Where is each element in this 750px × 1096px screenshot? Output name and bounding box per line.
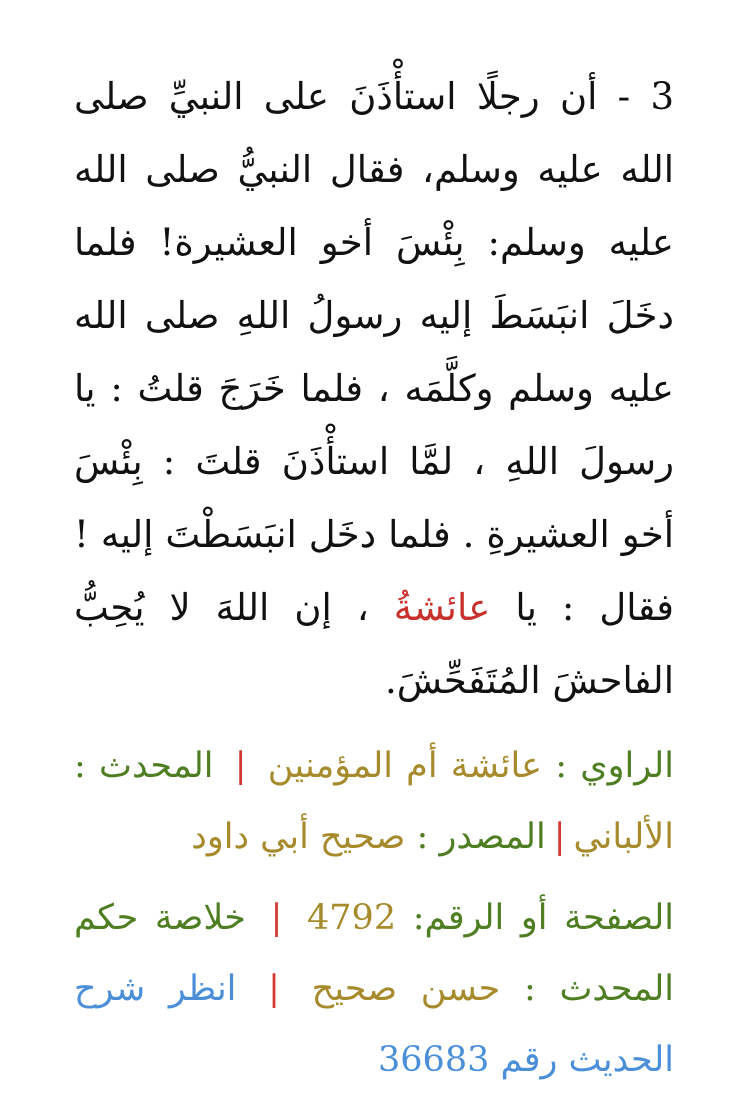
muhaddith-label: المحدث :	[74, 746, 214, 786]
narrator-value: عائشة أم المؤمنين	[267, 746, 543, 786]
separator: |	[270, 898, 283, 938]
hadith-explanation-link[interactable]: انظر شرح الحديث رقم 36683	[74, 969, 674, 1080]
separator: |	[234, 746, 247, 786]
hadith-text-part1: 3 - أن رجلًا استأْذَنَ على النبيِّ صلى الله عليه وسلم، فقال النبيُّ صلى الله عليه وسلم: بِئْسَ أخو العشيرة! فلما دخَلَ انبَسَطَ إليه رسولُ اللهِ صلى الله عليه وسلم وكلَّمَه ، فلما خَرَجَ قلتُ : يا رسولَ اللهِ ، لمَّا استأْذَنَ قلتَ : بِئْسَ أخو العشيرةِ . فلما دخَل انبَسَطْتَ إليه ! فقال : يا	[74, 75, 674, 629]
page-number-label: الصفحة أو الرقم:	[412, 898, 674, 938]
separator: |	[553, 817, 566, 857]
separator: |	[268, 969, 280, 1009]
ruling-label: خلاصة حكم المحدث :	[74, 898, 674, 1009]
hadith-card	[74, 60, 674, 1096]
aisha-name-highlight: عائشةُ	[393, 586, 491, 629]
source-label: المصدر :	[416, 817, 546, 857]
narrator-label: الراوي :	[555, 746, 674, 786]
ruling-value: حسن صحيح	[311, 969, 501, 1009]
hadith-text-part2: ، إن اللهَ لا يُحِبُّ الفاحشَ المُتَفَحِّشَ.	[74, 586, 674, 702]
grading-info	[74, 883, 674, 1096]
narration-info	[74, 731, 674, 873]
page-number-value: 4792	[307, 898, 397, 938]
hadith-text	[74, 60, 674, 717]
source-value: صحيح أبي داود	[191, 817, 406, 857]
muhaddith-value: الألباني	[573, 817, 674, 857]
